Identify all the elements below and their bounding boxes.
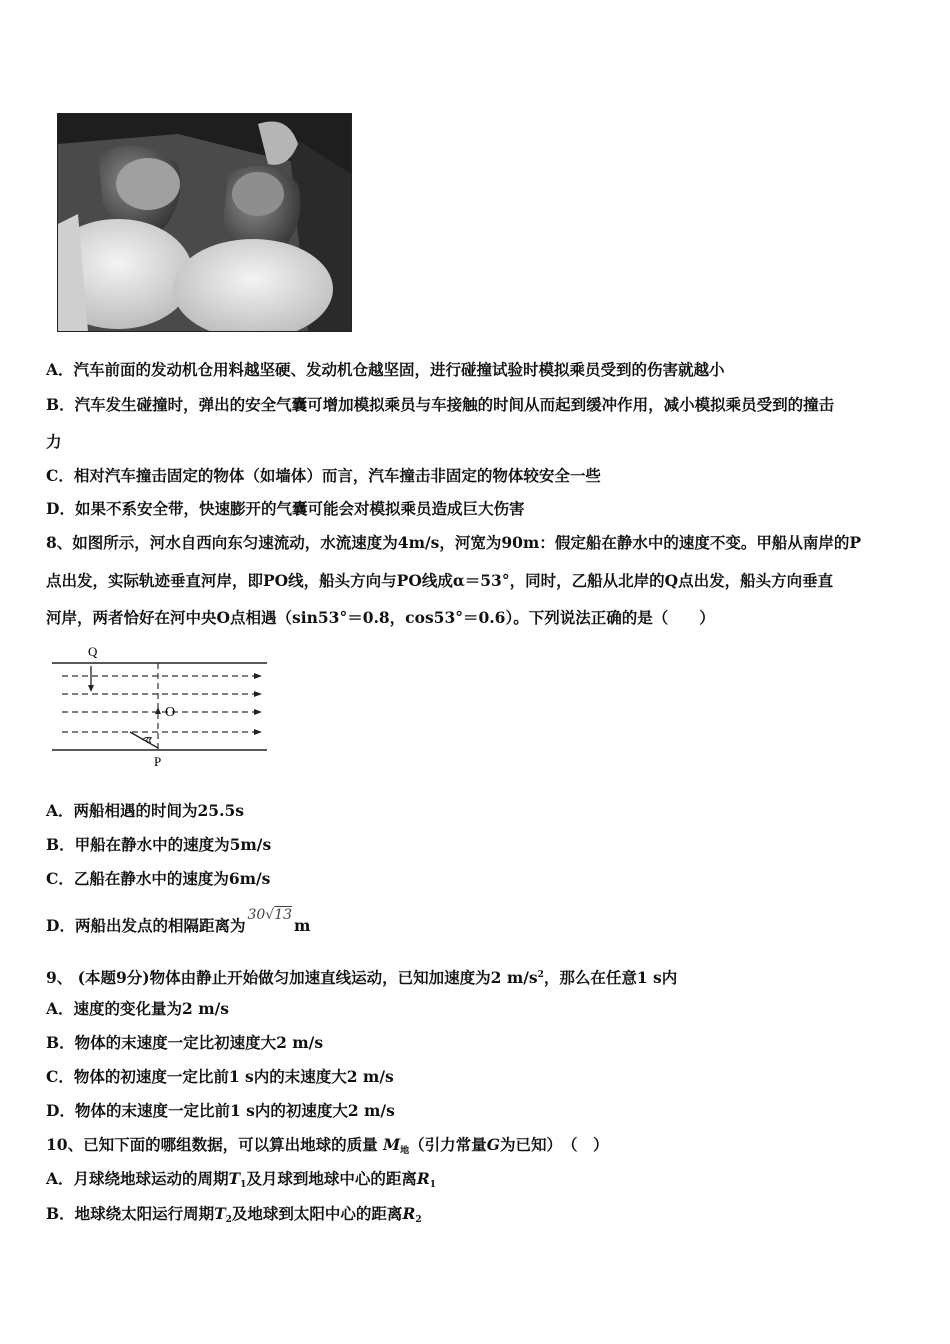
q8-option-b: B．甲船在静水中的速度为5m/s	[46, 835, 272, 854]
q8-option-d-unit: m	[294, 916, 311, 935]
boat-a-heading	[130, 732, 158, 748]
q10-option-a	[46, 1169, 436, 1195]
q9-stem-prefix: 9、 (本题9分)物体由静止开始做匀加速直线运动，已知加速度为2 m/s	[46, 968, 538, 987]
q8-option-d-prefix: D．两船出发点的相隔距离为	[46, 916, 246, 935]
q8-stem-line-3: 河岸，两者恰好在河中央O点相遇（sin53°＝0.8，cos53°＝0.6）。下列说法正确的是（ ）	[46, 608, 715, 627]
crash-test-photo-icon	[58, 114, 351, 331]
q8-option-a: A．两船相遇的时间为25.5s	[46, 801, 245, 820]
q7-option-d: D．如果不系安全带，快速膨开的气囊可能会对模拟乘员造成巨大伤害	[46, 499, 525, 518]
q10-stem	[46, 1135, 608, 1161]
q10-option-a-t: T	[228, 1169, 241, 1188]
q7-option-a: A．汽车前面的发动机仓用料越坚硬、发动机仓越坚固，进行碰撞试验时模拟乘员受到的伤害就越小	[46, 360, 725, 379]
q8-option-c: C．乙船在静水中的速度为6m/s	[46, 869, 271, 888]
boat-b-arrow-icon	[88, 685, 94, 692]
distance-formula: 30√13	[247, 907, 293, 923]
q10-stem-prefix: 10、已知下面的哪组数据，可以算出地球的质量	[46, 1135, 378, 1154]
boat-a-arrow-icon	[155, 707, 161, 714]
formula-coefficient: 30	[247, 907, 266, 923]
flow-arrow-icon	[254, 673, 262, 679]
q10-option-b	[46, 1204, 422, 1230]
q9-stem	[46, 965, 677, 988]
flow-arrow-icon	[254, 729, 262, 735]
label-q: Q	[88, 644, 98, 659]
q10-option-b-t: T	[214, 1204, 226, 1223]
q10-mass-symbol: M	[382, 1135, 401, 1154]
q10-option-a-t-sub: 1	[240, 1180, 247, 1190]
q7-option-b-continuation: 力	[46, 432, 62, 451]
q10-option-a-r: R	[416, 1169, 430, 1188]
q8-option-d	[46, 907, 311, 937]
label-o: O	[165, 705, 176, 720]
label-p: P	[154, 754, 162, 769]
q7-option-b: B．汽车发生碰撞时，弹出的安全气囊可增加模拟乘员与车接触的时间从而起到缓冲作用，减小模拟乘员受到的撞击	[46, 395, 835, 414]
flow-arrow-icon	[254, 709, 262, 715]
q10-g-symbol: G	[486, 1135, 500, 1154]
q9-option-a: A．速度的变化量为2 m/s	[46, 999, 229, 1018]
q10-option-a-prefix: A．月球绕地球运动的周期	[46, 1169, 229, 1188]
q9-option-c: C．物体的初速度一定比前1 s内的末速度大2 m/s	[46, 1067, 394, 1086]
q9-stem-suffix: ，那么在任意1 s内	[543, 968, 678, 987]
q10-option-b-mid: 及地球到太阳中心的距离	[231, 1204, 403, 1223]
q10-option-b-r-sub: 2	[415, 1215, 422, 1225]
q10-option-a-mid: 及月球到地球中心的距离	[246, 1169, 417, 1188]
q10-option-a-r-sub: 1	[429, 1180, 437, 1190]
q8-stem-line-1: 8、如图所示，河水自西向东匀速流动，水流速度为4m/s，河宽为90m：假定船在静水中的速度不变。甲船从南岸的P	[46, 533, 861, 552]
q9-stem-sup: 2	[537, 970, 544, 980]
river-diagram	[50, 644, 270, 770]
q7-option-c: C．相对汽车撞击固定的物体（如墙体）而言，汽车撞击非固定的物体较安全一些	[46, 466, 601, 485]
q8-stem-line-2: 点出发，实际轨迹垂直河岸，即PO线，船头方向与PO线成α＝53°，同时，乙船从北岸的Q点出发，船头方向垂直	[46, 571, 834, 590]
label-alpha: α	[146, 735, 152, 746]
formula-radicand: 13	[274, 907, 293, 923]
q10-option-b-r: R	[402, 1204, 416, 1223]
q9-option-b: B．物体的末速度一定比初速度大2 m/s	[46, 1033, 324, 1052]
q10-mass-subscript: 地	[400, 1146, 410, 1156]
q10-stem-suffix: 为已知） （ ）	[499, 1135, 609, 1154]
q10-option-b-t-sub: 2	[225, 1215, 232, 1225]
flow-arrow-icon	[254, 691, 262, 697]
q10-stem-mid: （引力常量	[409, 1135, 487, 1154]
q9-option-d: D．物体的末速度一定比前1 s内的初速度大2 m/s	[46, 1101, 395, 1120]
crash-test-photo	[57, 113, 352, 332]
q10-option-b-prefix: B．地球绕太阳运行周期	[46, 1204, 215, 1223]
